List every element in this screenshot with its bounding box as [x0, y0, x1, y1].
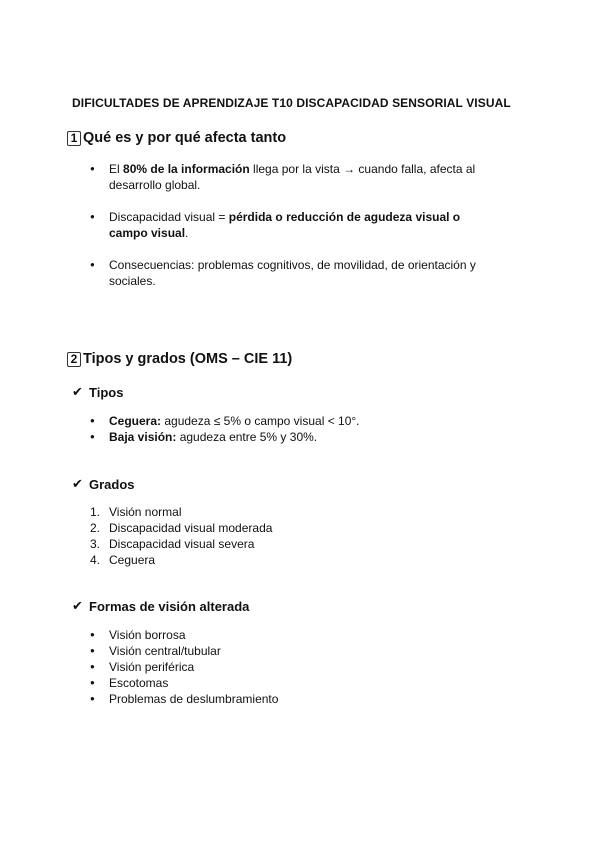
section-1-list [90, 161, 500, 289]
list-item: ● Visión borrosa [90, 627, 490, 643]
list-item: ● Ceguera: agudeza ≤ 5% o campo visual < 10°. [90, 413, 490, 429]
keycap-number-2-icon: 2 [67, 352, 81, 367]
list-item: ● Visión central/tubular [90, 643, 490, 659]
document-title: DIFICULTADES DE APRENDIZAJE T10 DISCAPACIDAD SENSORIAL VISUAL [72, 96, 511, 110]
list-item: 3. Discapacidad visual severa [90, 537, 255, 551]
check-mark-icon: ✔ [72, 384, 83, 399]
list-item: ● Visión periférica [90, 659, 490, 675]
formas-heading: ✔ Formas de visión alterada [72, 598, 250, 614]
check-mark-icon: ✔ [72, 476, 83, 491]
tipos-heading: ✔ Tipos [72, 384, 124, 400]
list-item: 4. Ceguera [90, 553, 156, 567]
list-item: ● El 80% de la información llega por la vista → cuando falla, afecta al desarrollo global. [90, 161, 500, 193]
list-item: ● Consecuencias: problemas cognitivos, de movilidad, de orientación y sociales. [90, 257, 500, 289]
list-item: 1. Visión normal [90, 505, 182, 519]
list-item: 2. Discapacidad visual moderada [90, 521, 273, 535]
keycap-number-1-icon: 1 [67, 131, 81, 146]
section-1-heading [67, 130, 286, 146]
list-item: ● Problemas de deslumbramiento [90, 691, 490, 707]
check-mark-icon: ✔ [72, 598, 83, 613]
section-1-title: Qué es y por qué afecta tanto [83, 130, 287, 146]
list-item: ● Discapacidad visual = pérdida o reducción de agudeza visual o campo visual. [90, 209, 500, 241]
section-2-heading [67, 351, 292, 367]
list-item: ● Baja visión: agudeza entre 5% y 30%. [90, 429, 490, 445]
tipos-list [90, 413, 490, 445]
grados-list [90, 504, 490, 568]
formas-list [90, 627, 490, 707]
grados-heading: ✔ Grados [72, 476, 135, 492]
list-item: ● Escotomas [90, 675, 490, 691]
section-2-title: Tipos y grados (OMS – CIE 11) [83, 351, 293, 367]
